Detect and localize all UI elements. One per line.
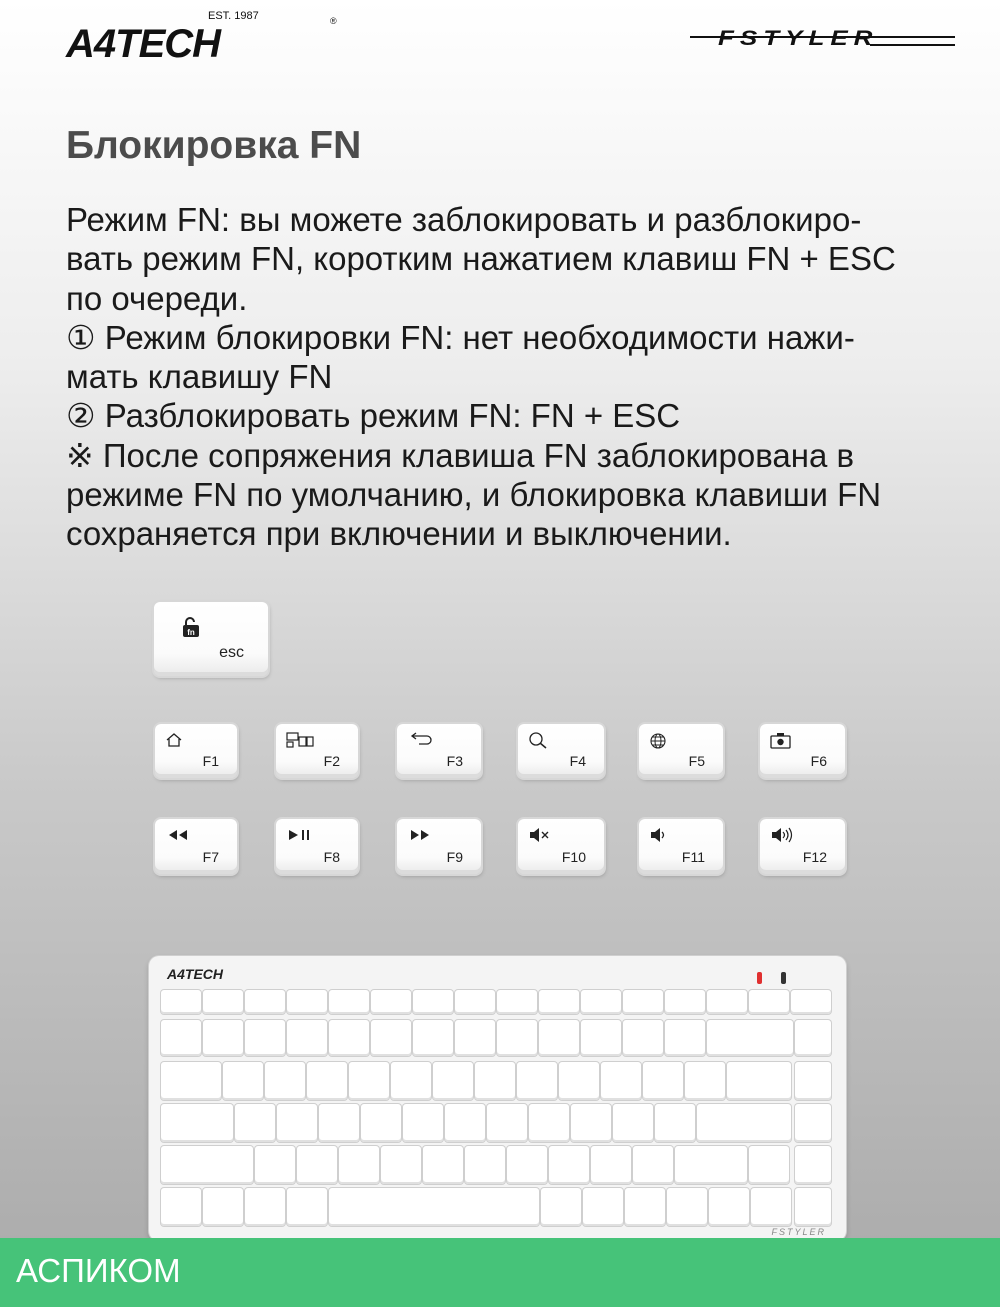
f11-key <box>639 819 723 874</box>
description-line: ① Режим блокировки FN: нет необходимости нажи- <box>66 318 855 356</box>
keyboard-key <box>487 1104 527 1142</box>
keyboard-key <box>475 1062 515 1100</box>
keyboard-key <box>307 1062 347 1100</box>
keyboard-key <box>665 1020 705 1056</box>
footer-label: АСПИКОМ <box>16 1252 181 1289</box>
f7-key-label: F7 <box>202 849 219 865</box>
description-line: ② Разблокировать режим FN: FN + ESC <box>66 397 681 435</box>
f9-key-label: F9 <box>446 849 463 865</box>
keyboard-key <box>749 1146 789 1184</box>
keyboard-illustration <box>149 956 846 1241</box>
keyboard-key <box>583 1188 623 1226</box>
logo-registered-mark: ® <box>330 16 337 26</box>
keyboard-key <box>539 990 579 1014</box>
logo-est-text: EST. 1987 <box>208 10 259 22</box>
rewind-icon <box>165 827 191 847</box>
esc-key-label: esc <box>219 644 244 661</box>
keyboard-key <box>539 1020 579 1056</box>
keyboard-key <box>581 990 621 1014</box>
keyboard-key <box>391 1062 431 1100</box>
keyboard-key <box>319 1104 359 1142</box>
keyboard-key <box>455 990 495 1014</box>
keyboard-key <box>445 1104 485 1142</box>
f4-key-label: F4 <box>569 753 586 769</box>
status-led-red <box>757 972 762 984</box>
keyboard-key <box>727 1062 791 1100</box>
logo-wordmark: A4TECH <box>66 22 221 66</box>
keyboard-key <box>675 1146 747 1184</box>
keyboard-key <box>329 990 369 1014</box>
description-line: вать режим FN, коротким нажатием клавиш FN + ESC <box>66 240 896 278</box>
keyboard-key <box>625 1188 665 1226</box>
esc-key <box>154 602 268 676</box>
keyboard-key <box>685 1062 725 1100</box>
f9-key <box>397 819 481 874</box>
f12-key-label: F12 <box>802 849 827 865</box>
keyboard-key <box>381 1146 421 1184</box>
svg-text:fn: fn <box>187 628 195 637</box>
keyboard-key <box>361 1104 401 1142</box>
description-line: режиме FN по умолчанию, и блокировка клавиши FN <box>66 476 882 514</box>
keyboard-key <box>707 1020 793 1056</box>
page-title: Блокировка FN <box>66 124 362 167</box>
description-line: ※ После сопряжения клавиша FN заблокирована в <box>66 436 855 474</box>
keyboard-key <box>497 1020 537 1056</box>
keyboard-key <box>161 1104 233 1142</box>
a4tech-logo <box>66 8 337 68</box>
keyboard-key <box>751 1188 791 1226</box>
keyboard-key <box>349 1062 389 1100</box>
mute-icon <box>528 827 552 848</box>
keyboard-key <box>287 1188 327 1226</box>
f2-key-label: F2 <box>323 753 340 769</box>
f12-key <box>760 819 845 874</box>
keyboard-key <box>265 1062 305 1100</box>
f1-key <box>155 724 237 778</box>
volume-down-icon <box>649 827 669 848</box>
keyboard-key <box>581 1020 621 1056</box>
keyboard-key <box>161 1062 221 1100</box>
keyboard-key <box>297 1146 337 1184</box>
f1-key-label: F1 <box>202 753 219 769</box>
window-switch-icon <box>286 732 314 753</box>
f10-key-label: F10 <box>561 849 586 865</box>
keyboard-key <box>655 1104 695 1142</box>
keyboard-key <box>287 1020 327 1056</box>
keyboard-key <box>517 1062 557 1100</box>
keyboard-key <box>601 1062 641 1100</box>
keyboard-key <box>749 990 789 1014</box>
description-text <box>66 200 926 554</box>
f5-key-label: F5 <box>688 753 705 769</box>
keyboard-key <box>709 1188 749 1226</box>
keyboard-brand-logo: A4TECH <box>167 966 224 982</box>
keyboard-key <box>697 1104 791 1142</box>
keyboard-key <box>161 990 201 1014</box>
keyboard-key <box>161 1020 201 1056</box>
f4-key <box>518 724 604 778</box>
f3-key-label: F3 <box>446 753 463 769</box>
keyboard-key <box>329 1020 369 1056</box>
keyboard-key <box>413 1020 453 1056</box>
keyboard-key <box>223 1062 263 1100</box>
description-line: мать клавишу FN <box>66 358 333 396</box>
keyboard-key <box>245 990 285 1014</box>
keyboard-key <box>403 1104 443 1142</box>
keyboard-key <box>623 1020 663 1056</box>
description-line: сохраняется при включении и выключении. <box>66 515 732 553</box>
keyboard-key <box>161 1146 253 1184</box>
keyboard-key <box>329 1188 539 1226</box>
keyboard-key <box>339 1146 379 1184</box>
volume-up-icon <box>770 827 794 848</box>
fstyler-logo <box>690 24 960 64</box>
f6-key-label: F6 <box>810 753 827 769</box>
f8-key-label: F8 <box>323 849 340 865</box>
keyboard-footer-logo: FSTYLER <box>771 1227 826 1237</box>
play-pause-icon <box>286 827 314 847</box>
keyboard-key <box>203 990 243 1014</box>
f2-key <box>276 724 358 778</box>
screenshot-icon <box>770 732 792 755</box>
keyboard-key <box>423 1146 463 1184</box>
keyboard-key <box>455 1020 495 1056</box>
fast-forward-icon <box>407 827 433 847</box>
keyboard-key <box>287 990 327 1014</box>
home-icon <box>165 732 183 753</box>
keyboard-key <box>559 1062 599 1100</box>
search-icon <box>528 732 550 755</box>
keyboard-key <box>707 990 747 1014</box>
keyboard-key <box>497 990 537 1014</box>
keyboard-key <box>245 1020 285 1056</box>
keyboard-key <box>795 1188 831 1226</box>
keyboard-key <box>465 1146 505 1184</box>
description-line: по очереди. <box>66 279 248 317</box>
keyboard-key <box>371 1020 411 1056</box>
keyboard-key <box>277 1104 317 1142</box>
keyboard-key <box>791 990 831 1014</box>
keyboard-key <box>613 1104 653 1142</box>
keyboard-key <box>371 990 411 1014</box>
keyboard-key <box>203 1188 243 1226</box>
keyboard-key <box>795 1062 831 1100</box>
status-led-dark <box>781 972 786 984</box>
keyboard-key <box>795 1020 831 1056</box>
fstyler-underline-accent <box>870 44 955 46</box>
keyboard-key <box>667 1188 707 1226</box>
f3-key <box>397 724 481 778</box>
keyboard-key <box>795 1104 831 1142</box>
keyboard-key <box>245 1188 285 1226</box>
keyboard-key <box>529 1104 569 1142</box>
keyboard-key <box>161 1188 201 1226</box>
back-icon <box>407 732 433 753</box>
f10-key <box>518 819 604 874</box>
keyboard-key <box>433 1062 473 1100</box>
globe-icon <box>649 732 669 755</box>
keyboard-key <box>795 1146 831 1184</box>
keyboard-key <box>541 1188 581 1226</box>
keyboard-key <box>413 990 453 1014</box>
keyboard-key <box>643 1062 683 1100</box>
keyboard-key <box>665 990 705 1014</box>
keyboard-key <box>571 1104 611 1142</box>
keyboard-key <box>203 1020 243 1056</box>
description-line: Режим FN: вы можете заблокировать и разблокиро- <box>66 201 862 238</box>
f8-key <box>276 819 358 874</box>
keyboard-key <box>591 1146 631 1184</box>
f5-key <box>639 724 723 778</box>
keyboard-key <box>623 990 663 1014</box>
footer-bar <box>0 1238 1000 1307</box>
fn-lock-icon <box>180 616 202 644</box>
keyboard-key <box>633 1146 673 1184</box>
keyboard-key <box>255 1146 295 1184</box>
f6-key <box>760 724 845 778</box>
fstyler-wordmark: FSTYLER <box>718 26 879 50</box>
f11-key-label: F11 <box>681 849 705 865</box>
keyboard-key <box>507 1146 547 1184</box>
f7-key <box>155 819 237 874</box>
keyboard-key <box>235 1104 275 1142</box>
keyboard-key <box>549 1146 589 1184</box>
